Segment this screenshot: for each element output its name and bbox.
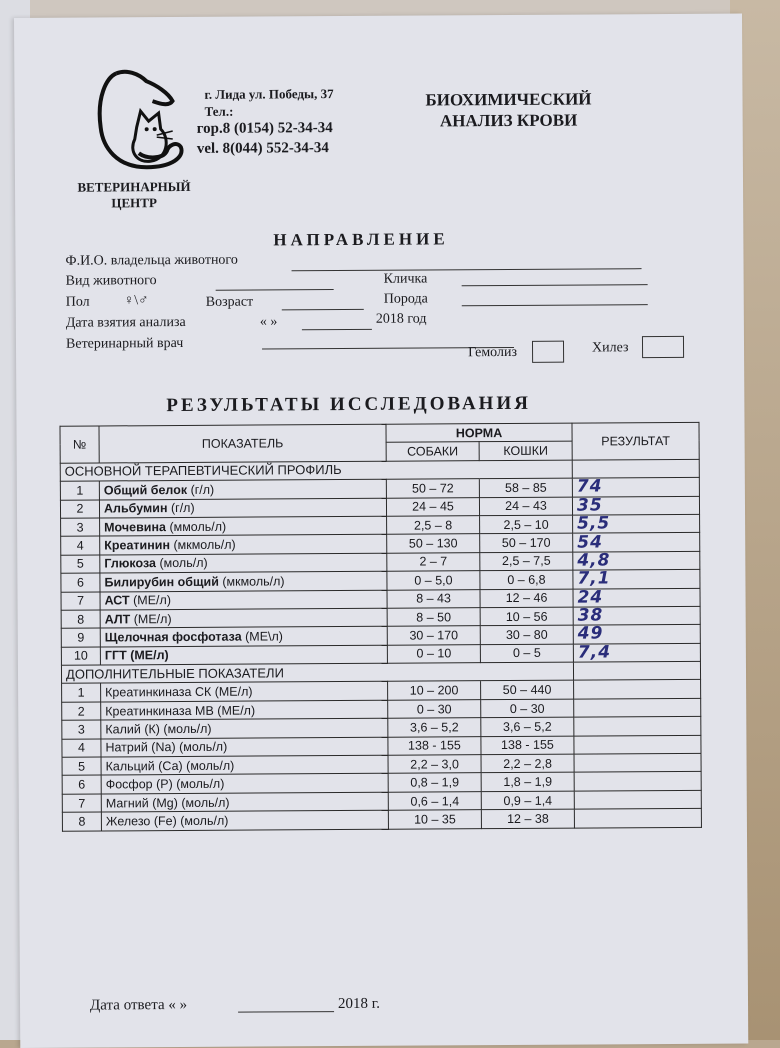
norm-dogs: 10 – 200 (388, 681, 481, 700)
indicator-title: Глюкоза (104, 557, 156, 571)
col-norm-header: НОРМА (386, 423, 572, 443)
col-number-header: № (60, 426, 99, 463)
breed-label: Порода (384, 291, 428, 307)
indicator-title: Альбумин (104, 501, 168, 515)
row-number: 1 (62, 683, 101, 702)
indicator-name (100, 571, 387, 591)
norm-cats: 10 – 56 (480, 607, 573, 626)
norm-dogs: 138 - 155 (388, 736, 481, 755)
norm-dogs: 24 – 45 (386, 497, 479, 516)
norm-dogs: 0 – 10 (387, 644, 480, 663)
handwritten-result: 7,4 (578, 642, 611, 662)
owner-label: Ф.И.О. владельца животного (65, 253, 237, 270)
indicator-unit: (моль/л) (156, 556, 208, 570)
norm-dogs: 50 – 72 (386, 479, 479, 498)
row-number: 9 (61, 628, 100, 647)
result-cell[interactable] (574, 698, 701, 717)
norm-cats: 2,5 – 10 (480, 515, 573, 534)
indicator-name: Креатинкиназа МВ (МЕ/л) (101, 700, 388, 720)
table-row (62, 809, 701, 831)
norm-dogs: 2,2 – 3,0 (388, 755, 481, 774)
sample-date-quotes[interactable]: « » (260, 314, 278, 330)
norm-dogs: 30 – 170 (387, 626, 480, 645)
age-label: Возраст (206, 295, 254, 311)
norm-cats: 0 – 30 (481, 699, 574, 718)
norm-dogs: 3,6 – 5,2 (388, 718, 481, 737)
row-number: 6 (61, 573, 100, 592)
handwritten-result: 5,5 (577, 514, 610, 534)
result-cell[interactable] (574, 772, 701, 791)
row-number: 8 (62, 812, 101, 831)
norm-dogs: 0 – 5,0 (387, 571, 480, 590)
vet-center-logo (76, 67, 197, 178)
hemolysis-label: Гемолиз (468, 345, 517, 361)
handwritten-result: 35 (577, 495, 603, 515)
indicator-title: АСТ (105, 594, 130, 608)
indicator-title: Щелочная фосфотаза (105, 630, 242, 645)
table-row (61, 643, 700, 665)
row-number: 1 (60, 481, 99, 500)
row-number: 10 (61, 647, 100, 666)
indicator-name (100, 516, 387, 536)
result-cell[interactable] (572, 496, 699, 515)
indicator-unit: (МЕ\л) (242, 629, 283, 643)
row-number: 3 (62, 720, 101, 739)
norm-cats: 3,6 – 5,2 (481, 717, 574, 736)
indicator-unit: (г/л) (187, 483, 214, 497)
col-indicator-header: ПОКАЗАТЕЛЬ (99, 424, 386, 463)
indicator-unit: (ммоль/л) (166, 519, 226, 533)
indicator-name: Кальций (Са) (моль/л) (101, 755, 388, 775)
norm-cats: 0,9 – 1,4 (481, 791, 574, 810)
phone-city: гор.8 (0154) 52-34-34 (197, 120, 333, 138)
handwritten-result: 54 (577, 532, 603, 552)
row-number: 8 (61, 610, 100, 629)
norm-cats: 12 – 38 (481, 809, 574, 828)
norm-dogs: 0,8 – 1,9 (388, 773, 481, 792)
result-cell[interactable] (573, 533, 700, 552)
row-number: 5 (62, 757, 101, 776)
sample-date-label: Дата взятия анализа (66, 315, 186, 332)
answer-date-field[interactable] (238, 1011, 334, 1013)
nickname-label: Кличка (384, 271, 428, 287)
row-number: 2 (60, 500, 99, 519)
breed-field[interactable] (462, 304, 648, 306)
species-field[interactable] (216, 289, 334, 291)
result-cell[interactable] (573, 625, 700, 644)
handwritten-result: 7,1 (577, 569, 610, 589)
result-cell[interactable] (574, 735, 701, 754)
indicator-name (100, 553, 387, 573)
sex-label: Пол (66, 295, 90, 311)
result-cell[interactable] (574, 790, 701, 809)
result-cell[interactable] (573, 588, 700, 607)
species-label: Вид животного (66, 273, 157, 290)
norm-cats: 2,2 – 2,8 (481, 754, 574, 773)
handwritten-result: 74 (577, 477, 603, 497)
indicator-name (100, 627, 387, 647)
indicator-unit: (мкмоль/л) (219, 574, 285, 588)
row-number: 4 (61, 536, 100, 555)
indicator-name (100, 645, 387, 665)
indicator-name: Натрий (Na) (моль/л) (101, 737, 388, 757)
norm-dogs: 8 – 43 (387, 589, 480, 608)
results-table (59, 422, 701, 831)
indicator-title: АЛТ (105, 612, 131, 626)
indicator-title: Мочевина (104, 520, 166, 534)
indicator-name: Креатинкиназа СК (МЕ/л) (101, 682, 388, 702)
indicator-name: Фосфор (Р) (моль/л) (101, 774, 388, 794)
norm-cats: 12 – 46 (480, 589, 573, 608)
indicator-title: Общий белок (104, 483, 187, 498)
indicator-name (99, 498, 386, 518)
sample-date-year: 2018 год (376, 311, 427, 327)
owner-field[interactable] (292, 268, 642, 271)
hemolysis-checkbox[interactable] (532, 341, 564, 363)
phone-mobile: vel. 8(044) 552-34-34 (197, 140, 329, 158)
row-number: 3 (61, 518, 100, 537)
norm-dogs: 0 – 30 (388, 700, 481, 719)
norm-dogs: 10 – 35 (388, 810, 481, 829)
norm-cats: 58 – 85 (479, 478, 572, 497)
row-number: 7 (61, 592, 100, 611)
indicator-title: ГГТ (МЕ/л) (105, 648, 169, 662)
section-additional: ДОПОЛНИТЕЛЬНЫЕ ПОКАЗАТЕЛИ (61, 663, 480, 684)
result-cell[interactable] (573, 606, 700, 625)
indicator-unit: (МЕ/л) (130, 593, 171, 607)
row-number: 5 (61, 555, 100, 574)
vet-center-line1: ВЕТЕРИНАРНЫЙ (59, 179, 209, 196)
norm-cats: 30 – 80 (480, 625, 573, 644)
row-number: 6 (62, 775, 101, 794)
vet-center-name (59, 179, 209, 212)
norm-cats: 0 – 6,8 (480, 570, 573, 589)
row-number: 2 (62, 702, 101, 721)
referral-form-sheet (14, 14, 748, 1048)
sample-date-month-field[interactable] (302, 329, 372, 330)
indicator-unit: (г/л) (167, 501, 194, 515)
result-cell[interactable] (572, 477, 699, 496)
answer-date-year: 2018 г. (338, 996, 380, 1013)
indicator-name: Железо (Fe) (моль/л) (101, 810, 388, 830)
norm-cats: 138 - 155 (481, 736, 574, 755)
norm-dogs: 50 – 130 (387, 534, 480, 553)
handwritten-result: 4,8 (577, 550, 610, 570)
norm-cats: 1,8 – 1,9 (481, 773, 574, 792)
indicator-name (100, 535, 387, 555)
norm-dogs: 2,5 – 8 (387, 516, 480, 535)
result-cell[interactable] (574, 809, 701, 828)
document-title-line1: БИОХИМИЧЕСКИЙ (398, 88, 618, 110)
results-title: РЕЗУЛЬТАТЫ ИССЛЕДОВАНИЯ (166, 393, 531, 417)
row-number: 4 (62, 739, 101, 758)
indicator-name: Магний (Mg) (моль/л) (101, 792, 388, 812)
norm-cats: 24 – 43 (479, 497, 572, 516)
indicator-title: Билирубин общий (104, 575, 219, 590)
indicator-name: Калий (К) (моль/л) (101, 718, 388, 738)
norm-cats: 0 – 5 (480, 644, 573, 663)
result-cell[interactable] (574, 680, 701, 699)
vet-label: Ветеринарный врач (66, 336, 183, 353)
indicator-unit: (МЕ/л) (130, 612, 171, 626)
indicator-unit: (мкмоль/л) (170, 538, 236, 552)
result-cell[interactable] (573, 569, 700, 588)
tel-label: Тел.: (205, 104, 234, 120)
norm-dogs: 8 – 50 (387, 608, 480, 627)
sex-symbols[interactable]: ♀\♂ (124, 293, 149, 309)
indicator-name (99, 479, 386, 499)
result-cell[interactable] (574, 717, 701, 736)
result-cell[interactable] (574, 753, 701, 772)
norm-cats: 2,5 – 7,5 (480, 552, 573, 571)
indicator-name (100, 590, 387, 610)
result-cell[interactable] (573, 643, 700, 662)
vet-center-line2: ЦЕНТР (59, 195, 209, 212)
chylosis-checkbox[interactable] (642, 336, 684, 358)
norm-cats: 50 – 170 (480, 533, 573, 552)
indicator-title: Креатинин (104, 538, 170, 552)
document-title-line2: АНАЛИЗ КРОВИ (399, 109, 619, 131)
handwritten-result: 49 (578, 624, 604, 644)
age-field[interactable] (282, 309, 364, 311)
address-line: г. Лида ул. Победы, 37 (204, 86, 333, 103)
chylosis-label: Хилез (592, 340, 629, 356)
nickname-field[interactable] (462, 284, 648, 286)
indicator-name (100, 608, 387, 628)
row-number: 7 (62, 794, 101, 813)
result-cell[interactable] (573, 514, 700, 533)
col-result-header: РЕЗУЛЬТАТ (572, 422, 699, 460)
document-title (398, 88, 618, 131)
referral-title: НАПРАВЛЕНИЕ (273, 229, 448, 250)
norm-dogs: 0,6 – 1,4 (388, 791, 481, 810)
norm-cats: 50 – 440 (481, 681, 574, 700)
answer-date-label: Дата ответа « » (90, 997, 187, 1015)
result-cell[interactable] (573, 551, 700, 570)
col-dogs-header: СОБАКИ (386, 442, 479, 461)
section-main-profile: ОСНОВНОЙ ТЕРАПЕВТИЧЕСКИЙ ПРОФИЛЬ (60, 460, 479, 481)
norm-dogs: 2 – 7 (387, 552, 480, 571)
handwritten-result: 24 (577, 587, 603, 607)
col-cats-header: КОШКИ (479, 441, 572, 460)
handwritten-result: 38 (578, 606, 604, 626)
